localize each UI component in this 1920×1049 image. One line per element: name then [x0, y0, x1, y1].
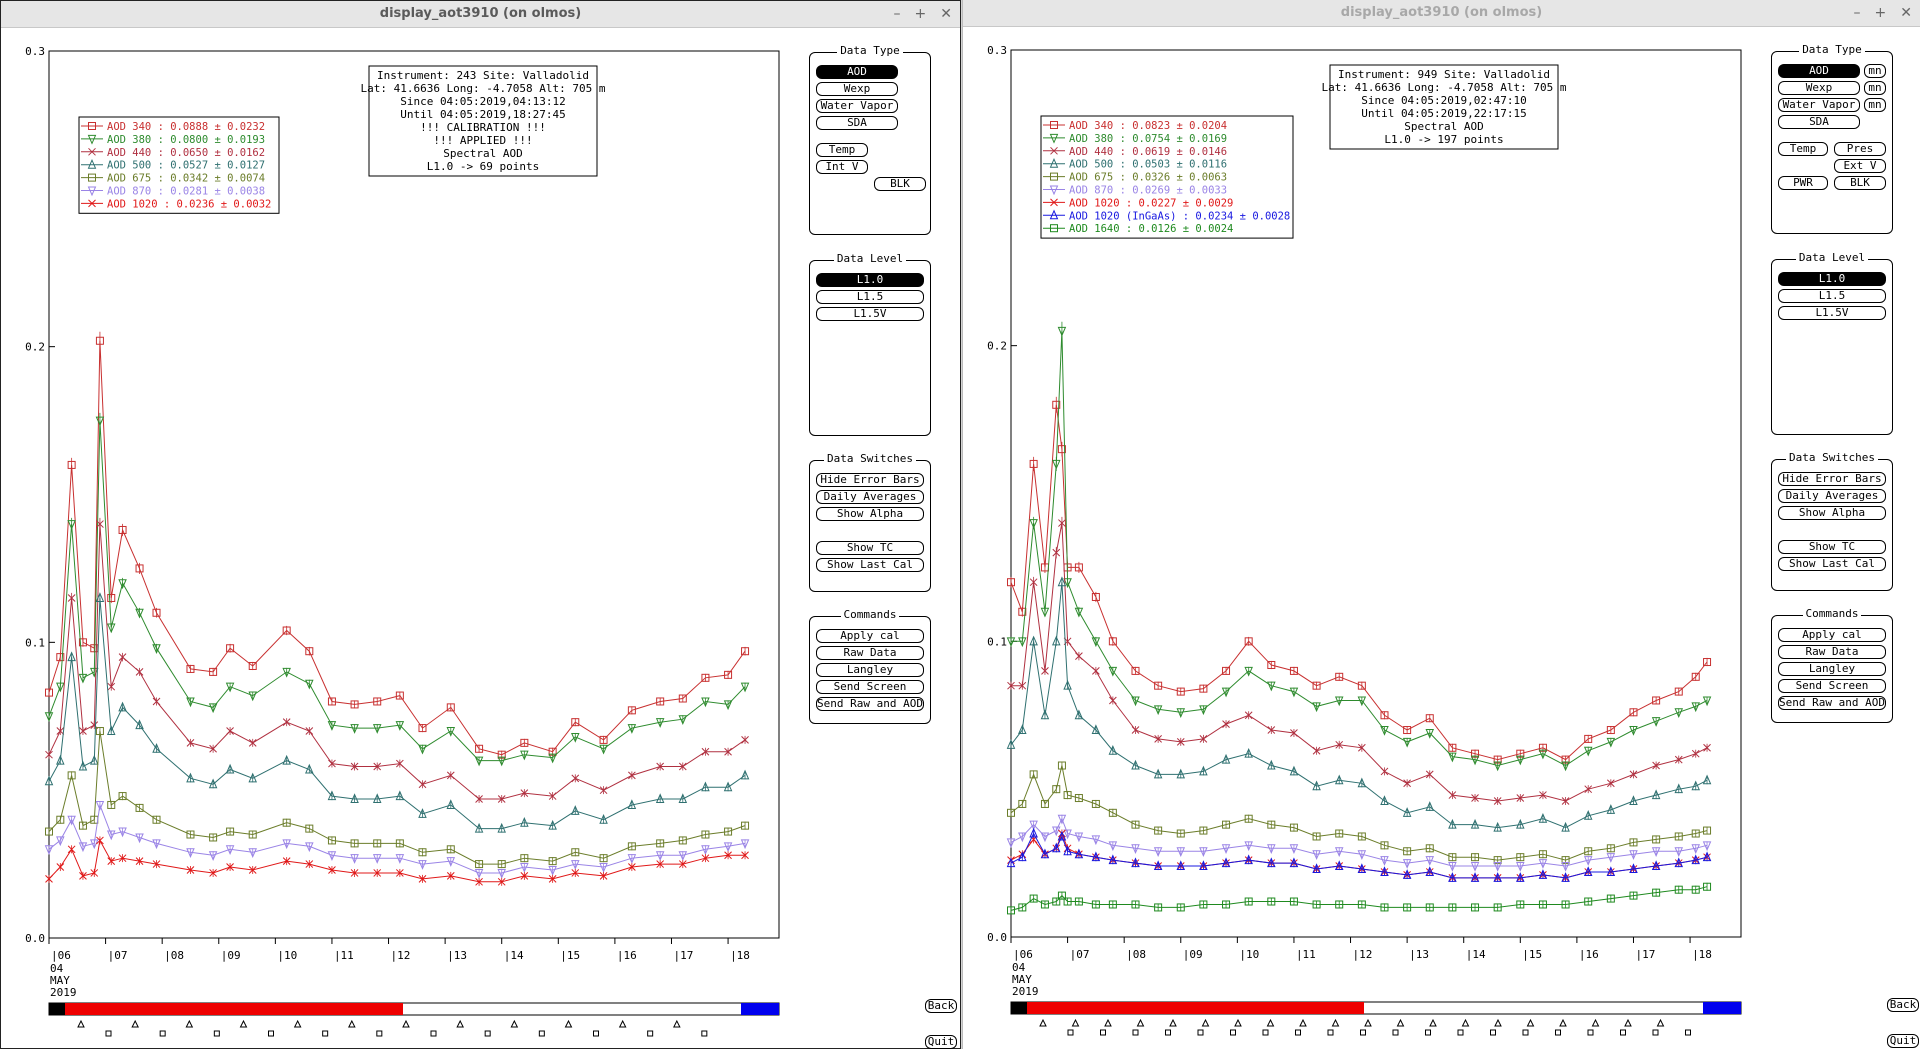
back-button[interactable]: Back	[1887, 998, 1919, 1012]
command-send-screen-button[interactable]: Send Screen	[816, 680, 924, 694]
event-marker	[1268, 1020, 1274, 1026]
x-tick-label: |16	[616, 949, 637, 962]
maximize-icon[interactable]: +	[1874, 5, 1887, 21]
x-tick-label: |09	[220, 949, 241, 962]
series-line	[49, 524, 745, 799]
quit-button[interactable]: Quit	[925, 1035, 957, 1049]
date-label: MAY	[1012, 973, 1032, 986]
event-marker	[702, 1031, 707, 1036]
x-tick-label: |12	[1352, 948, 1373, 961]
x-tick-label: |08	[164, 949, 185, 962]
x-tick-label: |06	[1013, 948, 1033, 961]
data-switches-panel	[1771, 451, 1893, 591]
event-marker	[323, 1031, 328, 1036]
series-line	[49, 421, 745, 761]
info-line: Instrument: 243 Site: Valladolid	[377, 69, 589, 82]
event-marker	[457, 1021, 463, 1027]
mn-button[interactable]: mn	[1864, 64, 1886, 78]
event-marker	[1528, 1020, 1534, 1026]
event-marker	[1458, 1030, 1463, 1035]
legend-entry: AOD 440 : 0.0650 ± 0.0162	[107, 146, 266, 159]
series-line	[1011, 331, 1707, 766]
series-line	[49, 805, 745, 873]
x-tick-label: |13	[1409, 948, 1429, 961]
switch-daily-averages-button[interactable]: Daily Averages	[816, 490, 924, 504]
x-tick-label: |09	[1182, 948, 1203, 961]
legend-entry: AOD 870 : 0.0269 ± 0.0033	[1069, 184, 1228, 197]
y-tick-label: 0.2	[25, 340, 45, 354]
x-tick-label: |12	[390, 949, 411, 962]
event-marker	[1658, 1020, 1664, 1026]
quit-button[interactable]: Quit	[1887, 1034, 1919, 1048]
maximize-icon[interactable]: +	[914, 6, 927, 22]
data-type-button-water-vapor[interactable]: Water Vapor	[816, 99, 898, 113]
event-marker	[511, 1021, 517, 1027]
event-marker	[431, 1031, 436, 1036]
switch-show-last-cal-button[interactable]: Show Last Cal	[816, 558, 924, 572]
timeline-end	[1703, 1002, 1741, 1014]
legend-entry: AOD 340 : 0.0888 ± 0.0232	[107, 121, 266, 133]
legend-entry: AOD 1640 : 0.0126 ± 0.0024	[1069, 223, 1234, 236]
right-titlebar[interactable]	[963, 0, 1920, 27]
blk-button[interactable]: BLK	[874, 177, 926, 191]
legend-entry: AOD 1020 : 0.0227 ± 0.0029	[1069, 197, 1234, 210]
command-langley-button[interactable]: Langley	[1778, 662, 1886, 676]
event-marker	[1523, 1030, 1528, 1035]
switch-show-alpha-button[interactable]: Show Alpha	[816, 507, 924, 521]
x-tick-label: |17	[673, 949, 694, 962]
event-marker	[1133, 1030, 1138, 1035]
y-tick-label: 0.3	[25, 45, 45, 58]
info-line: Since 04:05:2019,04:13:12	[400, 95, 566, 108]
legend-entry: AOD 340 : 0.0823 ± 0.0204	[1069, 120, 1228, 132]
x-tick-label: |15	[560, 949, 581, 962]
event-marker	[1686, 1030, 1691, 1035]
data-type-button-wexp[interactable]: Wexp	[816, 82, 898, 96]
command-apply-cal-button[interactable]: Apply cal	[1778, 628, 1886, 642]
event-marker	[1560, 1020, 1566, 1026]
event-marker	[295, 1021, 301, 1027]
mn-button[interactable]: mn	[1864, 81, 1886, 95]
event-marker	[648, 1031, 653, 1036]
data-type-button-sda[interactable]: SDA	[816, 116, 898, 130]
date-label: 2019	[50, 986, 77, 999]
info-line: Until 04:05:2019,18:27:45	[400, 108, 566, 121]
event-marker	[1198, 1030, 1203, 1035]
event-marker	[1593, 1020, 1599, 1026]
data-type-panel-title: Data Type	[1772, 43, 1892, 56]
event-marker	[349, 1021, 355, 1027]
back-button[interactable]: Back	[925, 999, 957, 1013]
event-marker	[1333, 1020, 1339, 1026]
event-marker	[1495, 1020, 1501, 1026]
switch-show-alpha-button[interactable]: Show Alpha	[1778, 506, 1886, 520]
info-line: !!! CALIBRATION !!!	[420, 121, 546, 134]
legend-entry: AOD 500 : 0.0503 ± 0.0116	[1069, 158, 1228, 171]
x-tick-label: |15	[1522, 948, 1543, 961]
legend-entry: AOD 870 : 0.0281 ± 0.0038	[107, 185, 266, 198]
command-langley-button[interactable]: Langley	[816, 663, 924, 677]
left-window-title: display_aot3910 (on olmos)	[379, 6, 582, 21]
data-type-button-wexp[interactable]: Wexp	[1778, 81, 1860, 95]
command-raw-data-button[interactable]: Raw Data	[816, 646, 924, 660]
switch-show-tc-button[interactable]: Show TC	[1778, 540, 1886, 554]
data-switches-panel	[809, 452, 931, 592]
event-marker	[1430, 1020, 1436, 1026]
event-marker	[1068, 1030, 1073, 1035]
info-line: Spectral AOD	[1404, 120, 1484, 133]
event-marker	[539, 1031, 544, 1036]
info-line: Lat: 41.6636 Long: -4.7058 Alt: 705 m	[360, 82, 606, 95]
command-raw-data-button[interactable]: Raw Data	[1778, 645, 1886, 659]
command-send-raw-and-aod-button[interactable]: Send Raw and AOD	[1779, 696, 1885, 709]
series-line	[1011, 819, 1707, 866]
left-titlebar[interactable]	[1, 1, 960, 28]
event-marker	[1625, 1020, 1631, 1026]
event-marker	[1398, 1020, 1404, 1026]
legend-entry: AOD 1020 (InGaAs) : 0.0234 ± 0.0028	[1069, 210, 1291, 223]
event-marker	[674, 1021, 680, 1027]
minimize-icon[interactable]: –	[893, 6, 901, 22]
left-aod-chart	[1, 28, 801, 1048]
data-type-button-aod[interactable]: AOD	[1778, 64, 1860, 78]
legend-entry: AOD 380 : 0.0800 ± 0.0193	[107, 133, 266, 146]
legend-entry: AOD 675 : 0.0326 ± 0.0063	[1069, 171, 1228, 184]
event-marker	[1361, 1030, 1366, 1035]
event-marker	[1556, 1030, 1561, 1035]
commands-panel-title: Commands	[810, 608, 930, 621]
mn-button[interactable]: mn	[1864, 98, 1886, 112]
date-label: MAY	[50, 974, 70, 987]
legend-entry: AOD 500 : 0.0527 ± 0.0127	[107, 159, 266, 172]
info-line: L1.0 -> 197 points	[1384, 133, 1504, 146]
info-line: Lat: 41.6636 Long: -4.7058 Alt: 705 m	[1321, 81, 1567, 94]
x-tick-label: |10	[277, 949, 298, 962]
date-label: 04	[1012, 961, 1026, 974]
data-level-panel-title: Data Level	[810, 252, 930, 265]
event-marker	[78, 1021, 84, 1027]
event-marker	[106, 1031, 111, 1036]
event-marker	[1170, 1020, 1176, 1026]
pres-button[interactable]: Pres	[1834, 142, 1886, 156]
series-line	[1011, 582, 1707, 827]
date-label: 04	[50, 962, 64, 975]
legend-entry: AOD 380 : 0.0754 ± 0.0169	[1069, 132, 1228, 145]
command-send-screen-button[interactable]: Send Screen	[1778, 679, 1886, 693]
data-level-button-l1-0[interactable]: L1.0	[816, 273, 924, 287]
switch-show-last-cal-button[interactable]: Show Last Cal	[1778, 557, 1886, 571]
event-marker	[1235, 1020, 1241, 1026]
x-tick-label: |18	[730, 949, 750, 962]
close-icon[interactable]: ✕	[940, 6, 952, 22]
legend-entry: AOD 1020 : 0.0236 ± 0.0032	[107, 198, 272, 211]
event-marker	[1588, 1030, 1593, 1035]
y-tick-label: 0.1	[987, 635, 1007, 649]
x-tick-label: |10	[1239, 948, 1260, 961]
timeline-start	[49, 1003, 65, 1015]
event-marker	[566, 1021, 572, 1027]
event-marker	[485, 1031, 490, 1036]
temp-button[interactable]: Temp	[816, 143, 868, 157]
event-marker	[1365, 1020, 1371, 1026]
info-line: Until 04:05:2019,22:17:15	[1361, 107, 1527, 120]
switch-hide-error-bars-button[interactable]: Hide Error Bars	[816, 473, 924, 487]
right-window-title: display_aot3910 (on olmos)	[1340, 5, 1543, 20]
temp-button[interactable]: Temp	[1778, 142, 1828, 156]
x-tick-label: |11	[1295, 948, 1316, 961]
event-marker	[594, 1031, 599, 1036]
x-tick-label: |11	[333, 949, 354, 962]
event-marker	[377, 1031, 382, 1036]
data-type-panel	[809, 44, 931, 235]
series-line	[1011, 523, 1707, 801]
info-line: Instrument: 949 Site: Valladolid	[1338, 68, 1550, 81]
command-apply-cal-button[interactable]: Apply cal	[816, 629, 924, 643]
close-icon[interactable]: ✕	[1900, 5, 1912, 21]
data-level-button-l1-5v[interactable]: L1.5V	[816, 307, 924, 321]
event-marker	[241, 1021, 247, 1027]
y-tick-label: 0.1	[25, 636, 45, 650]
event-marker	[1166, 1030, 1171, 1035]
event-marker	[1393, 1030, 1398, 1035]
info-line: Spectral AOD	[443, 147, 523, 160]
event-marker	[1300, 1020, 1306, 1026]
data-level-panel	[809, 252, 931, 436]
x-tick-label: |13	[447, 949, 467, 962]
x-tick-label: |14	[503, 949, 524, 962]
data-level-button-l1-5[interactable]: L1.5	[1778, 289, 1886, 303]
x-tick-label: |18	[1692, 948, 1712, 961]
timeline-measured	[1027, 1002, 1364, 1014]
data-type-panel	[1771, 43, 1893, 234]
minimize-icon[interactable]: –	[1853, 5, 1861, 21]
series-line	[49, 341, 745, 755]
event-marker	[1426, 1030, 1431, 1035]
commands-panel	[809, 608, 931, 724]
data-type-button-water-vapor[interactable]: Water Vapor	[1778, 98, 1860, 112]
x-tick-label: |16	[1578, 948, 1599, 961]
series-line	[1011, 405, 1707, 760]
y-tick-label: 0.3	[987, 44, 1007, 57]
event-marker	[1203, 1020, 1209, 1026]
timeline-measured	[65, 1003, 403, 1015]
data-level-panel	[1771, 251, 1893, 435]
ext-v-button[interactable]: Ext V	[1834, 159, 1886, 173]
event-marker	[1101, 1030, 1106, 1035]
x-tick-label: |07	[1069, 948, 1090, 961]
x-tick-label: |07	[107, 949, 128, 962]
x-tick-label: |14	[1465, 948, 1486, 961]
event-marker	[160, 1031, 165, 1036]
event-marker	[1040, 1020, 1046, 1026]
y-tick-label: 0.0	[25, 932, 45, 945]
data-switches-panel-title: Data Switches	[1772, 451, 1892, 464]
data-type-button-sda[interactable]: SDA	[1778, 115, 1860, 129]
switch-hide-error-bars-button[interactable]: Hide Error Bars	[1778, 472, 1886, 486]
command-send-raw-and-aod-button[interactable]: Send Raw and AOD	[817, 697, 923, 710]
event-marker	[620, 1021, 626, 1027]
pwr-button[interactable]: PWR	[1778, 176, 1828, 190]
info-line: L1.0 -> 69 points	[426, 160, 540, 173]
event-marker	[132, 1021, 138, 1027]
series-line	[49, 598, 745, 829]
data-level-button-l1-5[interactable]: L1.5	[816, 290, 924, 304]
legend-entry: AOD 675 : 0.0342 ± 0.0074	[107, 172, 266, 185]
event-marker	[186, 1021, 192, 1027]
blk-button[interactable]: BLK	[1834, 176, 1886, 190]
y-tick-label: 0.0	[987, 931, 1007, 944]
right-aod-chart	[963, 27, 1763, 1047]
date-label: 2019	[1012, 985, 1039, 998]
info-line: Since 04:05:2019,02:47:10	[1361, 94, 1527, 107]
x-tick-label: |08	[1126, 948, 1147, 961]
data-switches-panel-title: Data Switches	[810, 452, 930, 465]
event-marker	[1328, 1030, 1333, 1035]
switch-show-tc-button[interactable]: Show TC	[816, 541, 924, 555]
event-marker	[1653, 1030, 1658, 1035]
timeline-end	[741, 1003, 779, 1015]
data-level-button-l1-0[interactable]: L1.0	[1778, 272, 1886, 286]
timeline-start	[1011, 1002, 1027, 1014]
y-tick-label: 0.2	[987, 339, 1007, 353]
data-level-button-l1-5v[interactable]: L1.5V	[1778, 306, 1886, 320]
event-marker	[214, 1031, 219, 1036]
event-marker	[1263, 1030, 1268, 1035]
event-marker	[1491, 1030, 1496, 1035]
data-type-button-aod[interactable]: AOD	[816, 65, 898, 79]
series-line	[1011, 887, 1707, 911]
event-marker	[1296, 1030, 1301, 1035]
int-v-button[interactable]: Int V	[816, 160, 868, 174]
data-type-panel-title: Data Type	[810, 44, 930, 57]
event-marker	[1621, 1030, 1626, 1035]
legend-entry: AOD 440 : 0.0619 ± 0.0146	[1069, 145, 1228, 158]
right-window	[962, 0, 1920, 1049]
event-marker	[269, 1031, 274, 1036]
data-level-panel-title: Data Level	[1772, 251, 1892, 264]
event-marker	[1463, 1020, 1469, 1026]
commands-panel-title: Commands	[1772, 607, 1892, 620]
event-marker	[1073, 1020, 1079, 1026]
commands-panel	[1771, 607, 1893, 723]
event-marker	[403, 1021, 409, 1027]
event-marker	[1105, 1020, 1111, 1026]
event-marker	[1138, 1020, 1144, 1026]
switch-daily-averages-button[interactable]: Daily Averages	[1778, 489, 1886, 503]
info-line: !!! APPLIED !!!	[433, 134, 533, 147]
x-tick-label: |17	[1635, 948, 1656, 961]
x-tick-label: |06	[51, 949, 71, 962]
event-marker	[1231, 1030, 1236, 1035]
